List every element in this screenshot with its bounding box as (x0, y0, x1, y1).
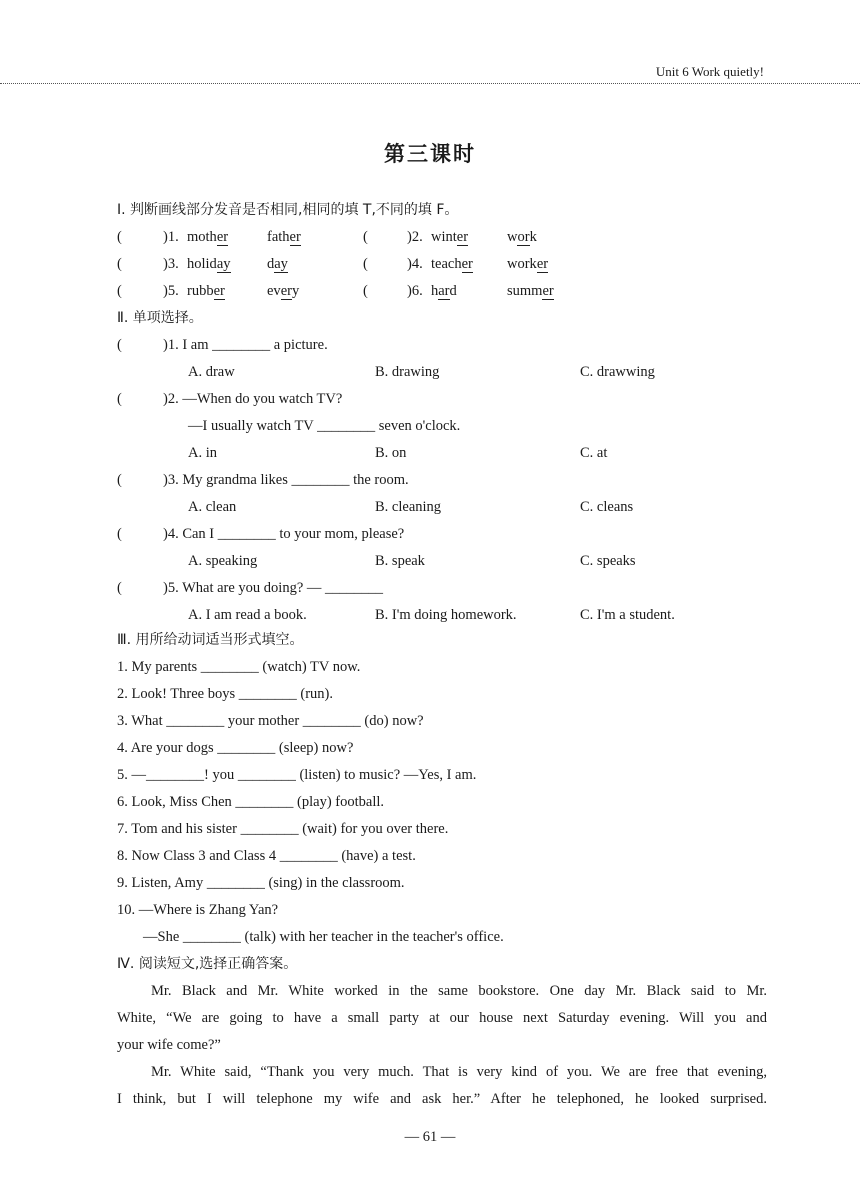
passage-line: Mr. Black and Mr. White worked in the same bookstore. One day Mr. Black said to Mr. (151, 983, 767, 999)
option-b: B. on (375, 445, 407, 461)
word-part: rubb (187, 283, 214, 299)
question-stem: )3. My grandma likes ________ the room. (163, 472, 409, 488)
fill-in-item: 1. My parents ________ (watch) TV now. (117, 659, 361, 675)
option-b: B. speak (375, 553, 425, 569)
fill-in-item: 8. Now Class 3 and Class 4 ________ (have) a test. (117, 848, 416, 864)
underlined-sound: ar (438, 283, 450, 299)
word-part: y (291, 283, 300, 299)
fill-in-item: 9. Listen, Amy ________ (sing) in the classroom. (117, 875, 405, 891)
answer-paren: ( (117, 391, 122, 407)
section-1-heading: Ⅰ. 判断画线部分发音是否相同,相同的填 T,不同的填 F。 (117, 202, 459, 218)
question-stem: )2. —When do you watch TV? (163, 391, 343, 407)
fill-in-item: 4. Are your dogs ________ (sleep) now? (117, 740, 354, 756)
option-b: B. I'm doing homework. (375, 607, 517, 623)
word-b (267, 228, 301, 246)
question-number: )3. (163, 256, 179, 272)
question-stem-line-2: —I usually watch TV ________ seven o'clock. (188, 418, 461, 434)
word-part: teach (431, 256, 462, 272)
fill-in-item: —She ________ (talk) with her teacher in the teacher's office. (143, 929, 504, 945)
answer-paren: ( (117, 472, 122, 488)
option-a: A. clean (188, 499, 237, 515)
underlined-sound: er (456, 229, 469, 245)
answer-paren: ( (117, 283, 122, 299)
word-part: ev (267, 283, 281, 299)
section-4-heading: Ⅳ. 阅读短文,选择正确答案。 (117, 956, 298, 972)
answer-paren: ( (363, 256, 368, 272)
word-b (267, 255, 288, 273)
option-b: B. drawing (375, 364, 440, 380)
page-number: — 61 — (404, 1129, 456, 1145)
word-part: h (431, 283, 439, 299)
answer-paren: ( (363, 283, 368, 299)
underlined-sound: er (536, 256, 549, 272)
word-part: k (529, 229, 537, 245)
option-c: C. speaks (580, 553, 636, 569)
passage-line: your wife come?” (117, 1037, 221, 1053)
option-c: C. at (580, 445, 608, 461)
option-a: A. I am read a book. (188, 607, 307, 623)
word-part: w (507, 229, 518, 245)
underlined-sound: or (517, 229, 530, 245)
word-b (267, 282, 299, 300)
header-unit-title: Unit 6 Work quietly! (655, 64, 764, 79)
word-a (431, 228, 468, 246)
answer-paren: ( (117, 580, 122, 596)
word-b (507, 255, 548, 273)
page-title: 第三课时 (384, 142, 476, 166)
option-c: C. I'm a student. (580, 607, 675, 623)
word-b (507, 282, 554, 300)
answer-paren: ( (117, 229, 122, 245)
underlined-sound: er (461, 256, 473, 272)
option-a: A. in (188, 445, 217, 461)
fill-in-item: 5. —________! you ________ (listen) to music? —Yes, I am. (117, 767, 477, 783)
underlined-sound: er (216, 229, 229, 245)
word-b (507, 228, 537, 246)
question-number: )4. (407, 256, 423, 272)
question-stem: )5. What are you doing? — ________ (163, 580, 384, 596)
question-stem: )4. Can I ________ to your mom, please? (163, 526, 405, 542)
word-part: d (449, 283, 457, 299)
word-a (431, 255, 473, 273)
passage-line: I think, but I will telephone my wife and ask her.” After he telephoned, he looked surprised. (117, 1091, 767, 1107)
question-number: )5. (163, 283, 179, 299)
underlined-sound: ay (274, 256, 288, 272)
passage-line: Mr. White said, “Thank you very much. That is very kind of you. We are free that evening, (151, 1064, 767, 1080)
word-part: fath (267, 229, 290, 245)
option-c: C. drawwing (580, 364, 655, 380)
fill-in-item: 6. Look, Miss Chen ________ (play) football. (117, 794, 385, 810)
answer-paren: ( (117, 337, 122, 353)
fill-in-item: 3. What ________ your mother ________ (do) now? (117, 713, 424, 729)
answer-paren: ( (117, 526, 122, 542)
header-divider (0, 83, 860, 84)
fill-in-item: 7. Tom and his sister ________ (wait) for you over there. (117, 821, 449, 837)
section-3-heading: Ⅲ. 用所给动词适当形式填空。 (117, 632, 304, 648)
option-a: A. draw (188, 364, 235, 380)
passage-line: White, “We are going to have a small party at our house next Saturday evening. Will you and (117, 1010, 767, 1026)
fill-in-item: 2. Look! Three boys ________ (run). (117, 686, 333, 702)
option-c: C. cleans (580, 499, 634, 515)
section-2-heading: Ⅱ. 单项选择。 (117, 310, 203, 326)
underlined-sound: er (213, 283, 225, 299)
underlined-sound: er (280, 283, 292, 299)
word-part: wint (431, 229, 457, 245)
word-a (187, 255, 231, 273)
word-a (187, 228, 228, 246)
option-b: B. cleaning (375, 499, 442, 515)
underlined-sound: er (542, 283, 554, 299)
question-stem: )1. I am ________ a picture. (163, 337, 328, 353)
word-part: summ (507, 283, 543, 299)
word-part: work (507, 256, 537, 272)
word-part: d (267, 256, 275, 272)
fill-in-item: 10. —Where is Zhang Yan? (117, 902, 279, 918)
word-part: moth (187, 229, 217, 245)
answer-paren: ( (117, 256, 122, 272)
question-number: )2. (407, 229, 423, 245)
option-a: A. speaking (188, 553, 258, 569)
answer-paren: ( (363, 229, 368, 245)
word-a (187, 282, 225, 300)
underlined-sound: er (289, 229, 301, 245)
word-part: holid (187, 256, 217, 272)
underlined-sound: ay (216, 256, 231, 272)
word-a (431, 282, 457, 300)
question-number: )1. (163, 229, 179, 245)
question-number: )6. (407, 283, 423, 299)
